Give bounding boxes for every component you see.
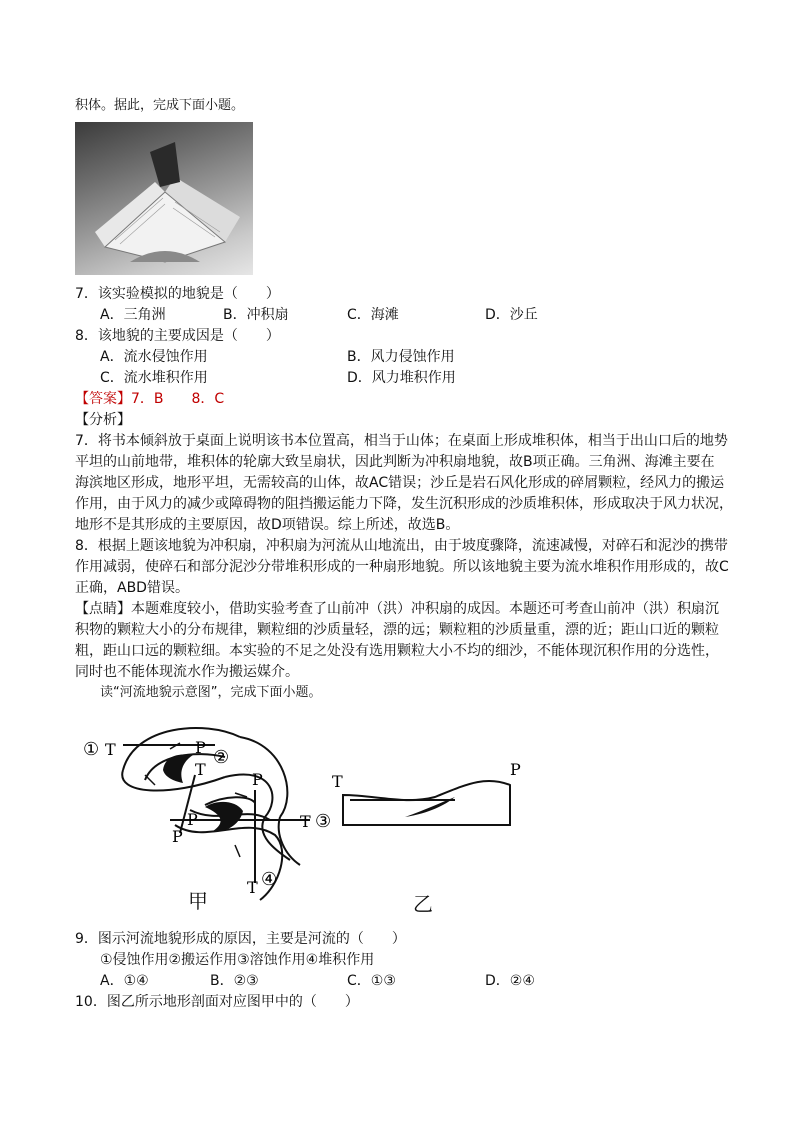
label-T-1: T (105, 740, 116, 759)
answer-text: 7．B 8．C (131, 391, 225, 407)
question-8-stem: 8．该地貌的主要成因是（ ） (75, 328, 280, 344)
q7-option-b: B．冲积扇 (223, 307, 289, 323)
label-2: ② (213, 747, 230, 768)
point-line: 粗，距山口远的颗粒细。本实验的不足之处没有选用颗粒大小不均的细沙，不能体现沉积作用的分选性， (75, 643, 719, 659)
label-T-2: T (195, 760, 206, 779)
profile-label-T: T (332, 772, 343, 791)
point-line: 积物的颗粒大小的分布规律，颗粒细的沙质量轻，漂的远；颗粒粗的沙质量重，漂的近；距山口近的颗粒 (75, 622, 719, 638)
river-diagram-svg (75, 725, 535, 915)
answer-label: 【答案】 (75, 391, 131, 407)
explanation-line: 地形不是其形成的主要原因，故D项错误。综上所述，故选B。 (75, 517, 460, 533)
explanation-line: 作用减弱，使碎石和部分泥沙分带堆积形成的一种扇形地貌。所以该地貌主要为流水堆积作用形成的，故C (75, 559, 729, 575)
explanation-line: 8．根据上题该地貌为冲积扇，冲积扇为河流从山地流出，由于坡度骤降，流速减慢，对碎石和泥沙的携带 (75, 538, 728, 554)
q9-option-b: B．②③ (210, 973, 259, 989)
profile-label-P: P (510, 760, 521, 779)
q8-option-a: A．流水侵蚀作用 (100, 349, 208, 365)
caption-jia: 甲 (188, 889, 208, 913)
answer-line (75, 389, 224, 409)
q8-option-d: D．风力堆积作用 (347, 370, 456, 386)
explanation-line: 作用，由于风力的减少或障碍物的阻挡搬运能力下降，发生沉积形成的沙质堆积体，形成取决于风力状况， (75, 496, 733, 512)
label-1: ① (83, 739, 100, 760)
label-P-2: P (195, 738, 206, 757)
label-3: ③ (315, 811, 332, 832)
explanation-line: 正确，ABD错误。 (75, 580, 189, 596)
explanation-line: 平坦的山前地带，堆积体的轮廓大致呈扇状，因此判断为冲积扇地貌，故B项正确。三角洲、海滩主要在 (75, 454, 715, 470)
label-P-4: P (252, 770, 263, 789)
label-T-3: T (300, 812, 311, 831)
experiment-photo (75, 122, 253, 275)
label-T-4: T (247, 878, 258, 897)
question-7-stem: 7．该实验模拟的地貌是（ ） (75, 286, 280, 302)
q9-option-d: D．②④ (485, 973, 535, 989)
analysis-label: 【分析】 (75, 412, 131, 428)
point-label: 【点睛】 (75, 601, 131, 617)
label-4: ④ (261, 869, 278, 890)
question-10-stem: 10．图乙所示地形剖面对应图甲中的（ ） (75, 994, 359, 1010)
q7-option-c: C．海滩 (347, 307, 399, 323)
q8-option-c: C．流水堆积作用 (100, 370, 208, 386)
river-landform-diagram (75, 725, 535, 919)
explanation-line: 7．将书本倾斜放于桌面上说明该书本位置高，相当于山体；在桌面上形成堆积体，相当于出山口后的地势 (75, 433, 728, 449)
label-P-1: P (172, 827, 183, 846)
book-sand-photo-illustration (75, 122, 253, 275)
explanation-line: 海滨地区形成，地形平坦，无需较高的山体，故AC错误；沙丘是岩石风化形成的碎屑颗粒，经风力的搬运 (75, 475, 725, 491)
point-line: 同时也不能体现流水作为搬运媒介。 (75, 664, 299, 680)
q7-option-a: A．三角洲 (100, 307, 166, 323)
q9-option-a: A．①④ (100, 973, 149, 989)
question-9-stem: 9．图示河流地貌形成的原因，主要是河流的（ ） (75, 931, 406, 947)
caption-yi: 乙 (413, 892, 433, 916)
q9-option-c: C．①③ (347, 973, 396, 989)
point-line-1 (75, 599, 719, 619)
intro-tail: 积体。据此，完成下面小题。 (75, 98, 245, 113)
q9-choices: ①侵蚀作用②搬运作用③溶蚀作用④堆积作用 (100, 952, 375, 968)
label-P-3: P (187, 810, 198, 829)
point-text: 本题难度较小，借助实验考查了山前冲（洪）冲积扇的成因。本题还可考查山前冲（洪）积扇沉 (131, 601, 719, 617)
reading-prompt: 读“河流地貌示意图”，完成下面小题。 (100, 685, 322, 700)
q7-option-d: D．沙丘 (485, 307, 538, 323)
q8-option-b: B．风力侵蚀作用 (347, 349, 455, 365)
